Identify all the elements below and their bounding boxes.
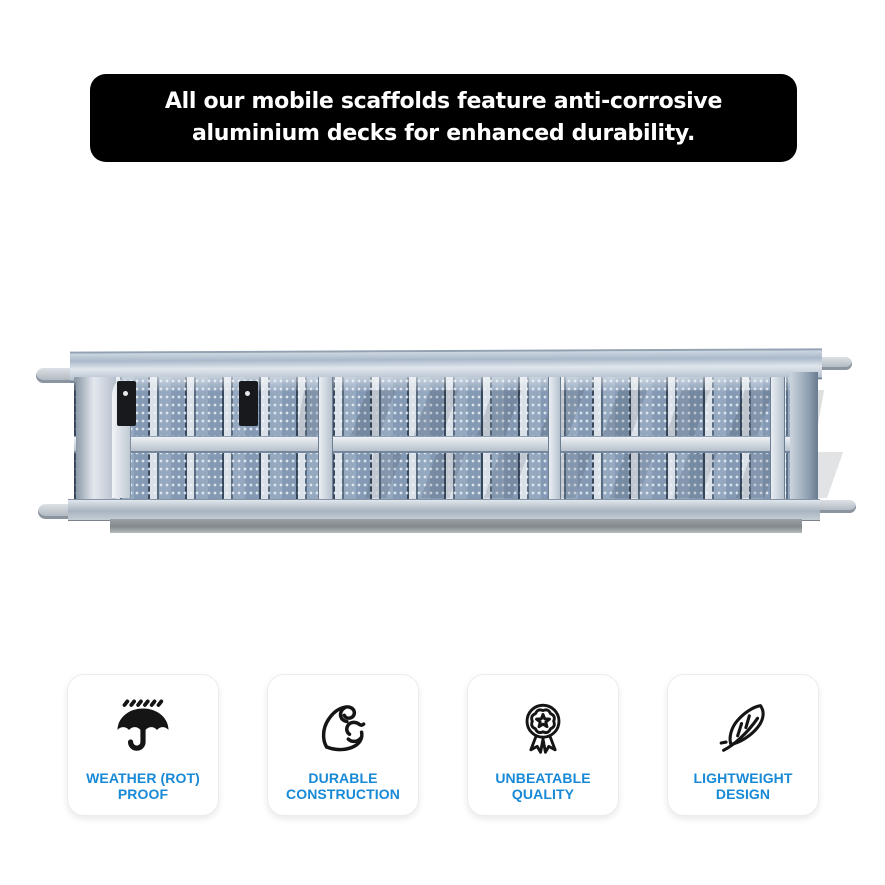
deck-vertical-post (770, 377, 785, 501)
feature-card-weather-proof (67, 674, 219, 816)
deck-vertical-post (548, 377, 561, 501)
feature-label: DURABLE CONSTRUCTION (286, 770, 400, 803)
feature-card-lightweight-design (667, 674, 819, 816)
feature-label: WEATHER (ROT) PROOF (86, 770, 200, 803)
deck-hook-top-right (818, 357, 852, 370)
deck-black-bracket (117, 381, 136, 426)
feature-label: UNBEATABLE QUALITY (495, 770, 591, 803)
deck-under-frame (110, 519, 802, 533)
feature-card-durable-construction (267, 674, 419, 816)
headline-line-2: aluminium decks for enhanced durability. (191, 121, 696, 146)
umbrella-rain-icon (110, 685, 176, 771)
deck-bottom-rail (68, 499, 820, 521)
feather-icon (712, 685, 774, 771)
deck-mid-rail (74, 436, 814, 453)
bicep-icon (312, 685, 374, 771)
medal-star-icon (512, 685, 574, 771)
deck-black-bracket (239, 381, 258, 426)
headline-line-1: All our mobile scaffolds feature anti-corrosive (164, 89, 723, 115)
deck-right-endcap (790, 372, 818, 504)
feature-card-unbeatable-quality (467, 674, 619, 816)
feature-label: LIGHTWEIGHT DESIGN (693, 770, 793, 803)
deck-vertical-post (318, 377, 333, 501)
deck-hook-bottom-right (818, 500, 856, 513)
deck-left-endcap (76, 377, 116, 501)
